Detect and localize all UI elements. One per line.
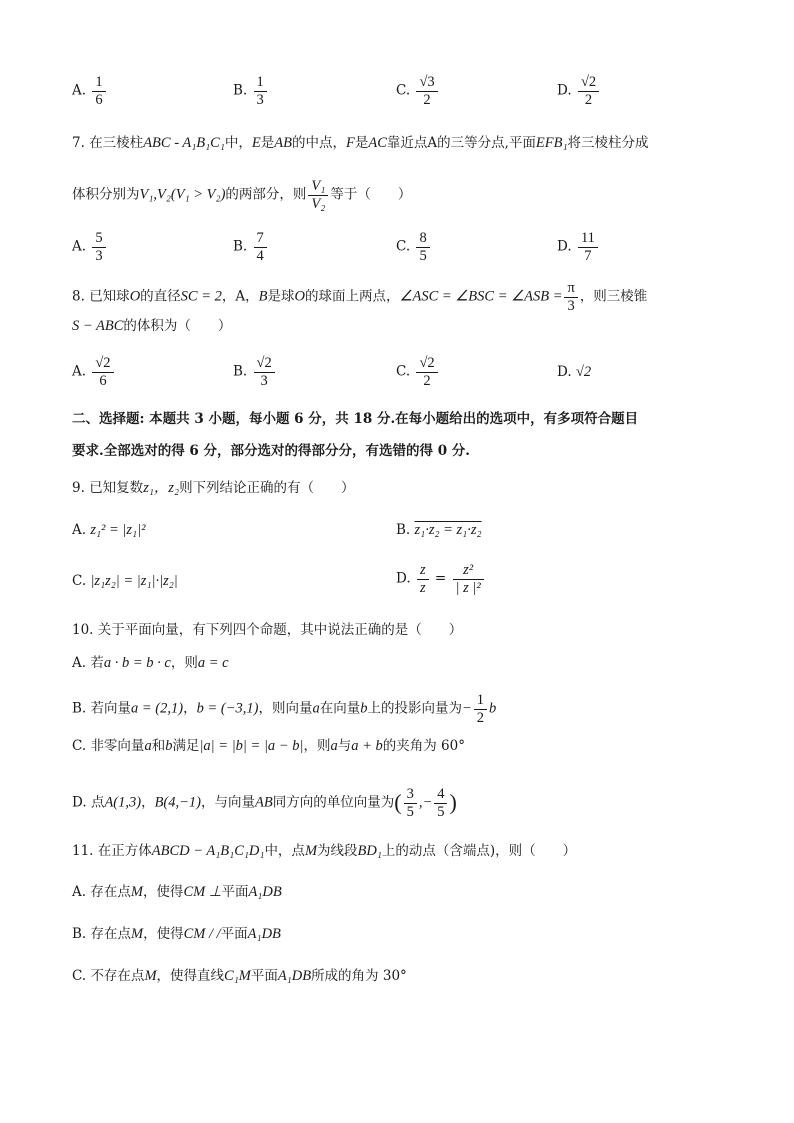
denominator: V₂ (311, 195, 326, 212)
text: 将三棱柱分成 (567, 135, 649, 151)
fraction (416, 74, 437, 108)
numerator: √2 (256, 355, 272, 371)
denominator: 5 (419, 247, 427, 264)
text: 的夹角为 60° (382, 738, 465, 754)
math: O (129, 288, 141, 305)
math: M (130, 884, 143, 900)
fraction (92, 355, 113, 389)
option-letter: A. (72, 238, 87, 255)
text: 若 (90, 655, 104, 671)
left-paren: ( (394, 789, 402, 815)
q11-option-c (72, 968, 407, 985)
numerator: 11 (580, 230, 595, 246)
text: 上的动点（含端点)，则（ ） (381, 843, 577, 859)
fraction (92, 230, 105, 264)
fraction (417, 562, 429, 596)
denominator: 5 (406, 803, 414, 820)
math: |z₁z₂| = |z₁|·|z₂| (90, 573, 178, 589)
math: a (312, 700, 320, 717)
q11-option-a (72, 884, 282, 901)
math: AC (368, 135, 387, 151)
option-letter: A. (72, 363, 87, 380)
section2-heading-line1: 二、选择题: 本题共 3 小题，每小题 6 分，共 18 分.在每小题给出的选项中，有多项符合题目 (72, 411, 639, 427)
denominator: 2 (476, 709, 484, 726)
numerator: 8 (419, 230, 427, 246)
math: a (330, 738, 338, 754)
math: b (489, 700, 497, 717)
math: A₁DB (247, 926, 281, 942)
text: 体积分别为 (72, 186, 140, 203)
math: CM / / (183, 926, 221, 942)
q6-option-a (72, 74, 108, 108)
math: CM ⊥ (183, 884, 222, 900)
q10-option-c (72, 738, 465, 755)
fraction (416, 355, 437, 389)
q7-option-c (396, 230, 432, 264)
fraction (254, 230, 267, 264)
math: z₁² = |z₁|² (90, 522, 146, 538)
text: ，与向量 (201, 794, 256, 811)
text: 靠近点A的三等分点,平面 (386, 135, 536, 151)
denominator: 2 (584, 91, 593, 108)
numerator: 7 (256, 230, 264, 246)
numerator: 1 (95, 74, 103, 90)
q8-option-d (557, 364, 591, 381)
denominator: 3 (260, 372, 268, 389)
numerator: 1 (256, 74, 264, 90)
numerator: π (567, 280, 575, 296)
option-letter: A. (72, 82, 87, 99)
question-number: 10. (72, 622, 94, 638)
math: a (144, 738, 152, 754)
q9-stem (72, 480, 355, 497)
numerator: 1 (476, 692, 484, 708)
denominator: 3 (95, 247, 103, 264)
q11-option-b (72, 926, 281, 943)
numerator: z (419, 562, 426, 578)
numerator: 4 (437, 786, 445, 802)
text: 中，点 (264, 843, 305, 859)
math: ABCD − A₁B₁C₁D₁ (151, 843, 265, 859)
text: 存在点 (90, 926, 132, 942)
denominator: 6 (95, 91, 103, 108)
text: 和 (151, 738, 166, 754)
math: S − ABC (72, 318, 124, 334)
text: 存在点 (90, 884, 131, 900)
option-letter: B. (233, 82, 248, 99)
text: 是 (354, 135, 369, 151)
denominator: 3 (567, 297, 575, 314)
math: V₁,V₂(V₁ > V₂) (139, 186, 226, 203)
math: b (165, 738, 173, 754)
math: M (304, 843, 318, 859)
math: C₁M (224, 968, 251, 984)
text: 为线段 (317, 843, 358, 859)
text: ，使得 (142, 884, 184, 900)
denominator: 6 (99, 372, 107, 389)
math: AB (274, 135, 292, 151)
option-letter: A. (72, 522, 87, 538)
fraction (404, 786, 417, 820)
text: 已知球 (89, 288, 130, 305)
question-number: 9. (72, 480, 85, 496)
denominator: | z |² (455, 579, 481, 596)
q6-option-c (396, 74, 440, 108)
numerator: z² (463, 562, 474, 578)
text: ，则 (303, 738, 331, 754)
math: a + b (351, 738, 383, 754)
fraction (578, 74, 599, 108)
math: |a| = |b| = |a − b| (199, 738, 304, 754)
math: SC = 2 (180, 288, 222, 305)
question-number: 8. (72, 288, 85, 305)
math: a · b = b · c (103, 655, 171, 671)
text: 所成的角为 30° (311, 968, 407, 984)
text: 中， (224, 135, 252, 151)
text: 同方向的单位向量为 (272, 794, 395, 811)
denominator: 2 (423, 372, 431, 389)
fraction (453, 562, 484, 596)
option-letter: D. (557, 82, 572, 99)
math: ,− (418, 794, 433, 811)
text: 的直径 (140, 288, 181, 305)
math: b = (−3,1) (196, 700, 259, 717)
text: ，A， (221, 288, 259, 305)
text: 点 (90, 794, 105, 811)
math: E (251, 135, 261, 151)
option-letter: B. (233, 363, 248, 380)
option-letter: A. (72, 655, 87, 671)
math: A₁DB (248, 884, 282, 900)
text: 在三棱柱 (89, 135, 144, 151)
q7-option-a (72, 230, 108, 264)
numerator: 5 (95, 230, 103, 246)
q11-stem (72, 843, 576, 860)
text: 平面 (250, 968, 278, 984)
option-letter: C. (72, 968, 87, 984)
option-letter: C. (72, 573, 87, 589)
q7-option-b (233, 230, 269, 264)
option-letter: B. (396, 522, 411, 538)
text: 在向量 (319, 700, 361, 717)
option-letter: D. (396, 570, 411, 587)
text: ，则三棱锥 (579, 288, 648, 305)
q9-option-b (396, 522, 482, 539)
text: 非零向量 (90, 738, 145, 754)
q7-stem-line1 (72, 135, 649, 152)
math: z₁，z₂ (143, 480, 180, 496)
section2-heading-line2: 要求.全部选对的得 6 分，部分选对的得部分分，有选错的得 0 分. (72, 443, 470, 459)
text: 与 (337, 738, 352, 754)
denominator: 7 (584, 247, 592, 264)
option-letter: B. (72, 700, 87, 717)
option-letter: C. (396, 82, 411, 99)
text: 不存在点 (90, 968, 145, 984)
fraction (308, 178, 328, 212)
q6-option-b (233, 74, 269, 108)
math: b (360, 700, 368, 717)
fraction (434, 786, 447, 820)
q8-stem-line2 (72, 318, 231, 335)
text: ，使得直线 (156, 968, 225, 984)
text: ， (141, 794, 155, 811)
fraction (254, 355, 275, 389)
q10-option-a (72, 655, 229, 672)
math: AB (255, 794, 273, 811)
numerator: √2 (419, 355, 435, 371)
fraction (92, 74, 105, 108)
option-letter: D. (557, 238, 572, 255)
q10-option-d (72, 786, 457, 820)
math: a = (2,1) (131, 700, 184, 717)
fraction (254, 74, 267, 108)
q8-stem-line1 (72, 280, 647, 314)
math: A(1,3) (104, 794, 142, 811)
denominator: 4 (256, 247, 264, 264)
text: 是 (260, 135, 275, 151)
math: M (131, 926, 144, 942)
text: ，则向量 (258, 700, 313, 717)
text: 平面 (221, 884, 249, 900)
fraction (474, 692, 487, 726)
math: A₁DB (277, 968, 312, 984)
math: M (144, 968, 157, 984)
text: ，则 (170, 655, 198, 671)
fraction (578, 230, 598, 264)
math: BD₁ (357, 843, 382, 859)
denominator: z (419, 579, 426, 596)
text: 若向量 (90, 700, 132, 717)
q7-stem-line2 (72, 178, 411, 212)
text: 已知复数 (89, 480, 144, 496)
q8-option-c (396, 355, 440, 389)
question-number: 7. (72, 135, 85, 151)
math: a = c (197, 655, 229, 671)
text: 则下列结论正确的有（ ） (179, 480, 355, 496)
text: 的两部分，则 (225, 186, 307, 203)
text: 在正方体 (97, 843, 152, 859)
question-number: 11. (72, 843, 94, 859)
math: B (258, 288, 268, 305)
q9-option-d: D. $\frac{z}{z}$ = $\frac{\text{z²}}{\text{| z |²}}$ (396, 562, 486, 596)
denominator: 2 (423, 91, 431, 108)
q9-option-a (72, 522, 145, 539)
fraction (564, 280, 577, 314)
text: 上的投影向量为 (367, 700, 462, 717)
text: 关于平面向量，有下列四个命题，其中说法正确的是（ ） (97, 622, 463, 638)
text: 是球 (267, 288, 295, 305)
math: B(4,−1) (154, 794, 202, 811)
text: 等于（ ） (330, 186, 412, 203)
text: 平面 (220, 926, 248, 942)
option-letter: D. (557, 364, 572, 380)
option-letter: C. (72, 738, 87, 754)
fraction (416, 230, 429, 264)
math: ∠ASC = ∠BSC = ∠ASB = (399, 288, 563, 305)
math: EFB₁ (535, 135, 568, 151)
option-letter: C. (396, 363, 411, 380)
math: O (294, 288, 305, 305)
numerator: 3 (406, 786, 414, 802)
q6-option-d (557, 74, 601, 108)
text: 的球面上两点， (304, 288, 400, 305)
denominator: 3 (256, 91, 264, 108)
text: 满足 (172, 738, 200, 754)
text: ，使得 (143, 926, 184, 942)
option-letter: A. (72, 884, 87, 900)
q9-option-c (72, 573, 178, 590)
option-letter: B. (233, 238, 248, 255)
math: √2 (575, 364, 592, 380)
q7-option-d (557, 230, 600, 264)
text: 的中点， (291, 135, 346, 151)
option-letter: D. (72, 794, 87, 811)
option-letter: C. (396, 238, 411, 255)
math: − (461, 700, 472, 717)
math: F (345, 135, 355, 151)
text: ， (183, 700, 197, 717)
q10-option-b (72, 692, 496, 726)
text: 的体积为（ ） (123, 318, 232, 334)
denominator: 5 (437, 803, 445, 820)
q10-stem (72, 622, 462, 638)
numerator: V₁ (311, 178, 326, 194)
numerator: √3 (419, 74, 435, 90)
numerator: √2 (580, 74, 597, 90)
option-letter: B. (72, 926, 87, 942)
math: z₁·z₂ = z₁·z₂ (414, 522, 482, 538)
right-paren: ) (449, 789, 457, 815)
q8-option-b (233, 355, 277, 389)
q8-option-a (72, 355, 116, 389)
math: ABC - A₁B₁C₁ (143, 135, 225, 151)
numerator: √2 (95, 355, 111, 371)
